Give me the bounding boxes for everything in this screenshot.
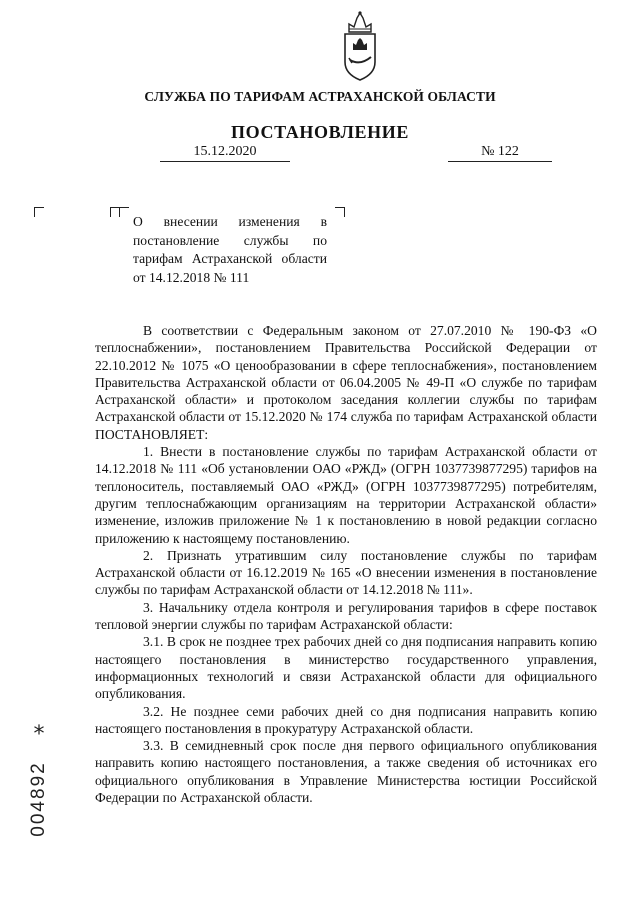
corner-mark-left <box>34 207 44 217</box>
preamble-paragraph: В соответствии с Федеральным законом от 27.07.2010 № 190-ФЗ «О теплоснабжении», постановлением Правительства Российской Федерации от 22.10.2012 № 1075 «О ценообразовании в сфере теплоснабжения», постановлением Правительства Астраханской области от 06.04.2005 № 49-П «О службе по тарифам Астраханской области» и протоколом заседания коллегии службы по тарифам Астраханской области от 15.12.2020 № 174 служба по тарифам Астраханской области ПОСТАНОВЛЯЕТ: <box>95 323 597 442</box>
corner-mark-subject-right <box>335 207 345 217</box>
clause-3-paragraph: 3. Начальнику отдела контроля и регулирования тарифов в сфере поставок тепловой энергии службы по тарифам Астраханской области: <box>95 599 597 633</box>
organization-name: СЛУЖБА ПО ТАРИФАМ АСТРАХАНСКОЙ ОБЛАСТИ <box>144 89 496 104</box>
document-body <box>95 322 597 806</box>
margin-serial-text: 004892 <box>28 761 49 837</box>
document-date: 15.12.2020 <box>160 144 290 162</box>
document-subject: О внесении изменения в постановление службы по тарифам Астраханской области от 14.12.2018 № 111 <box>133 214 327 285</box>
document-number: № 122 <box>448 144 552 162</box>
document-type-title: ПОСТАНОВЛЕНИЕ <box>231 122 409 142</box>
coat-of-arms-icon <box>335 10 385 85</box>
clause-3-2-paragraph: 3.2. Не позднее семи рабочих дней со дня подписания направить копию настоящего постановления в прокуратуру Астраханской области. <box>95 703 597 736</box>
margin-serial-number <box>28 747 50 851</box>
clause-2-paragraph: 2. Признать утратившим силу постановление службы по тарифам Астраханской области от 16.12.2019 № 165 «О внесении изменения в постановление службы по тарифам Астраханской области от 14.12.2018 № 111». <box>95 547 597 598</box>
clause-1-paragraph: 1. Внести в постановление службы по тарифам Астраханской области от 14.12.2018 № 111 «Об установлении ОАО «РЖД» (ОГРН 1037739877295) тарифов на теплоноситель, поставляемый ОАО «РЖД» (ОГРН 1037739877295) потребителям, другим теплоснабжающим организациям на территории Астраханской области» изменение, изложив приложение № 1 к постановлению в новой редакции согласно приложению к настоящему постановлению. <box>95 444 597 546</box>
margin-asterisk: * <box>33 722 45 747</box>
clause-3-1-paragraph: 3.1. В срок не позднее трех рабочих дней со дня подписания направить копию настоящего постановления в министерство государственного управления, информационных технологий и связи Астраханской области для официального опубликования. <box>95 634 597 702</box>
corner-mark-subject-left-inner <box>119 207 129 217</box>
clause-3-3-paragraph: 3.3. В семидневный срок после дня первого официального опубликования направить копию настоящего постановления, а также сведения об источниках его официального опубликования в Управление Министерства юстиции Российской Федерации по Астраханской области. <box>95 738 597 806</box>
